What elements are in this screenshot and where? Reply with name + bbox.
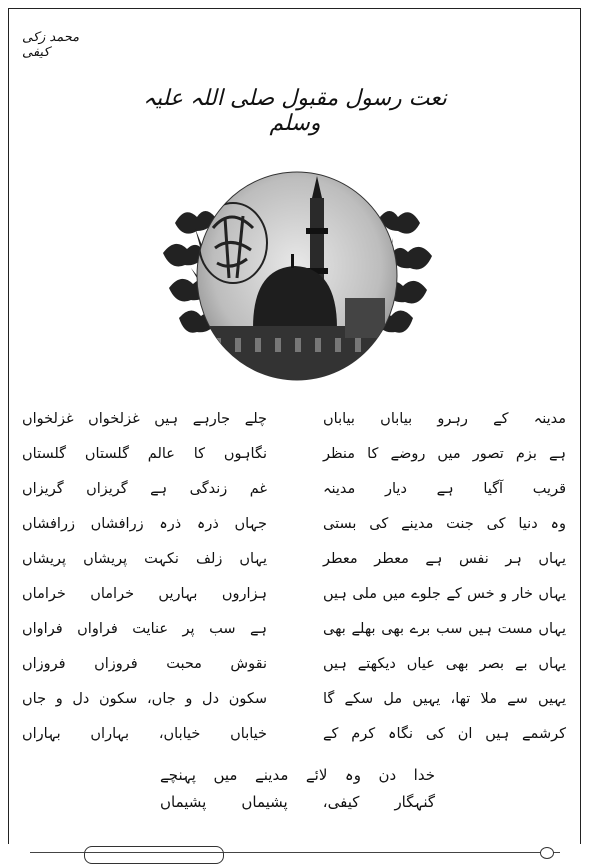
- verse-line: مدینہ کے رہرو بیاباں بیاباں: [323, 411, 566, 427]
- verse-line: نقوش محبت فروزاں فروزاں: [22, 656, 267, 672]
- verse-line: سکون دل و جاں، سکون دل و جاں: [22, 691, 267, 707]
- verse-line: ہزاروں بہاریں خراماں خراماں: [22, 586, 267, 602]
- verse-line: ہے سب پر عنایت فراواں فراواں: [22, 621, 267, 637]
- verse-line: قریب آگیا ہے دیار مدینہ: [323, 481, 566, 497]
- closing-line: خدا دن وہ لائے مدینے میں پہنچے: [160, 766, 435, 784]
- verse-line: وہ دنیا کی جنت مدینے کی بستی: [323, 516, 566, 532]
- verse-line: ہے بزم تصور میں روضے کا منظر: [323, 446, 566, 462]
- verse-line: یہاں خار و خس کے جلوے میں ملی ہیں: [323, 586, 566, 602]
- poem-title: نعت رسول مقبول صلی اللہ علیہ وسلم: [143, 86, 447, 136]
- verse-line: یہاں زلف نکہت پریشاں پریشاں: [22, 551, 267, 567]
- verse-line: یہاں ہر نفس ہے معطر معطر: [323, 551, 566, 567]
- footer-tab: [84, 846, 224, 864]
- footer-dot: [540, 847, 554, 859]
- verse-line: یہاں بے بصر بھی عیاں دیکھتے ہیں: [323, 656, 566, 672]
- verse-line: چلے جارہے ہیں غزلخواں غزلخواں: [22, 411, 267, 427]
- verses-left-column: [22, 402, 267, 752]
- verse-line: خیاباں خیاباں، بہاراں بہاراں: [22, 726, 267, 742]
- verse-line: یہیں سے ملا تھا، یہیں مل سکے گا: [323, 691, 566, 707]
- verse-line: جہاں ذرہ ذرہ زرافشاں زرافشاں: [22, 516, 267, 532]
- verse-line: غم زندگی ہے گریزاں گریزاں: [22, 481, 267, 497]
- verse-line: نگاہوں کا عالم گلستاں گلستاں: [22, 446, 267, 462]
- verse-line: یہاں مست ہیں سب برے بھی بھلے بھی: [323, 621, 566, 637]
- closing-couplet: [160, 762, 435, 816]
- verse-line: کرشمے ہیں ان کی نگاہ کرم کے: [323, 726, 566, 742]
- author-name: محمد زکی کیفی: [22, 30, 80, 60]
- closing-line: گنہگار کیفی، پشیماں پشیماں: [160, 793, 435, 811]
- verses-right-column: [323, 402, 566, 752]
- madina-mosque-icon: [155, 168, 440, 383]
